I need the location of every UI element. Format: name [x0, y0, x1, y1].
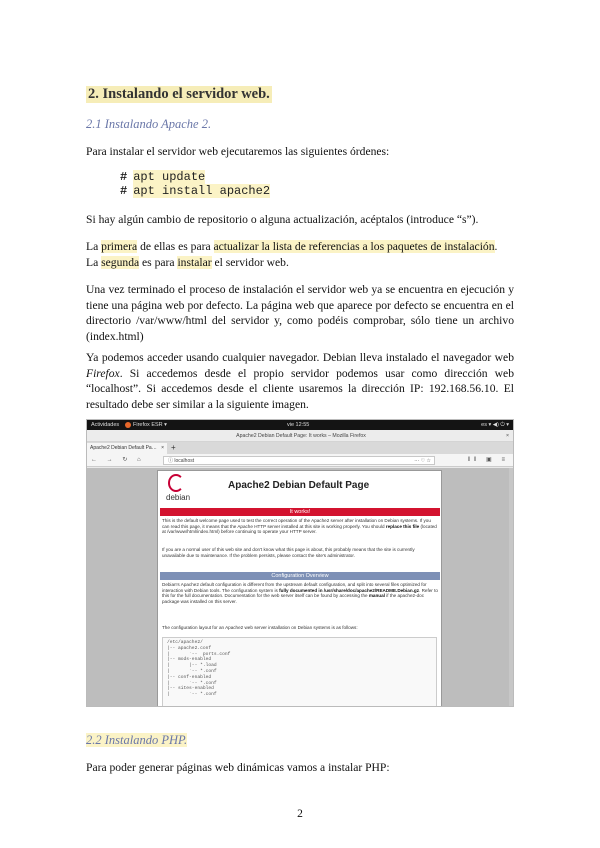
subsection-heading-apache: 2.1 Instalando Apache 2.: [86, 117, 212, 131]
command-line-1: # apt update: [120, 170, 206, 184]
gnome-top-bar: [87, 420, 514, 430]
window-title: Apache2 Debian Default Page: It works – Mozilla Firefox ×: [87, 430, 514, 442]
apache-default-page: [157, 470, 442, 707]
apache-paragraph-3: Debian's Apache2 default configuration is different from the upstream default configuration, and split into several files optimized for interaction with Debian tools. The configuration system is fully documented in /usr/share/doc/apache2/README.Debian.gz. Refer to this for the full documentation. Documentation for the web server itself can be found by accessing the manual if the apache2-doc package was installed on this server.: [162, 582, 438, 604]
configuration-overview-banner: Configuration Overview: [160, 572, 440, 580]
new-tab-icon: +: [171, 443, 176, 452]
debian-swirl-icon: [168, 474, 184, 492]
scrollbar: [509, 468, 513, 707]
it-works-banner: It works!: [160, 508, 440, 516]
config-tree: /etc/apache2/ |-- apache2.conf | `-- ports.conf |-- mods-enabled | |-- *.load | `-- *.conf |-- conf-enabled | `-- *.conf |-- sites-enabled | `-- *.conf: [162, 637, 437, 707]
paragraph-php-intro: Para poder generar páginas web dinámicas vamos a instalar PHP:: [86, 761, 390, 774]
url-bar: ⓘ localhost ··· ♡ ☆: [163, 456, 435, 465]
browser-viewport: [87, 468, 514, 707]
app-menu: Firefox ESR ▾: [125, 420, 167, 430]
activities-label: Actividades: [91, 422, 120, 428]
close-icon: ×: [505, 433, 509, 439]
navigation-bar: [87, 454, 514, 467]
section-heading: 2. Instalando el servidor web.: [88, 86, 270, 102]
nav-buttons-icons: ← → ↻ ⌂: [91, 457, 145, 463]
command-block: [120, 170, 270, 198]
system-tray: es ▾ ◀) ⏻ ▾: [481, 422, 509, 428]
clock: vie 12:55: [287, 422, 310, 428]
apache-title: Apache2 Debian Default Page: [228, 480, 370, 491]
paragraph-browser-access: Ya podemos acceder usando cualquier navegador. Debian lleva instalado el navegador web Firefox. Si accedemos desde el propio servidor podemos usar como dirección web “localhost”. Si accedemos desde el cliente usaremos la dirección IP: 192.168.56.10. El resultado debe ser similar a la siguiente imagen.: [86, 351, 514, 411]
debian-logo-text: debian: [166, 493, 191, 502]
url-tools-icons: ··· ♡ ☆: [414, 458, 431, 464]
page-number: 2: [297, 808, 303, 820]
firefox-screenshot: [86, 419, 514, 707]
paragraph-repository: Si hay algún cambio de repositorio o alguna actualización, acéptalos (introduce “s”).: [86, 213, 479, 226]
apache-paragraph-1: This is the default welcome page used to test the correct operation of the Apache2 server after installation on Debian systems. If you can read this page, it means that the Apache HTTP server installed at this site is working properly. You should replace this file (located at /var/www/html/index.html) before continuing to operate your HTTP server.: [162, 518, 437, 535]
apache-header: [158, 471, 442, 507]
paragraph-commands-explained: La primera de ellas es para actualizar la lista de referencias a los paquetes de instalación. La segunda es para instalar el servidor web.: [86, 240, 498, 269]
subsection-heading-php: 2.2 Instalando PHP.: [86, 733, 188, 747]
apache-paragraph-2: If you are a normal user of this web site and don't know what this page is about, this probably means that the site is currently unavailable due to maintenance. If the problem persists, please contact the site's administrator.: [162, 547, 415, 558]
tab-close-icon: ×: [161, 445, 164, 451]
firefox-icon: [125, 422, 131, 428]
tab-bar: [87, 442, 514, 454]
command-line-2: # apt install apache2: [120, 184, 271, 198]
paragraph-install-intro: Para instalar el servidor web ejecutaremos las siguientes órdenes:: [86, 145, 390, 158]
apache-paragraph-4: The configuration layout for an Apache2 web server installation on Debian systems is as follows:: [162, 625, 358, 630]
paragraph-default-page: Una vez terminado el proceso de instalación el servidor web ya se encuentra en ejecución y tiene una página web por defecto. La página web que aparece por defecto se encuentra en el directorio /var/www/html del servidor y, como podéis comprobar, sólo tiene un archivo (index.html): [86, 283, 514, 343]
toolbar-icons: ‖‖ ▣ ≡: [467, 457, 509, 463]
browser-tab: Apache2 Debian Default Pa… ×: [87, 443, 167, 454]
